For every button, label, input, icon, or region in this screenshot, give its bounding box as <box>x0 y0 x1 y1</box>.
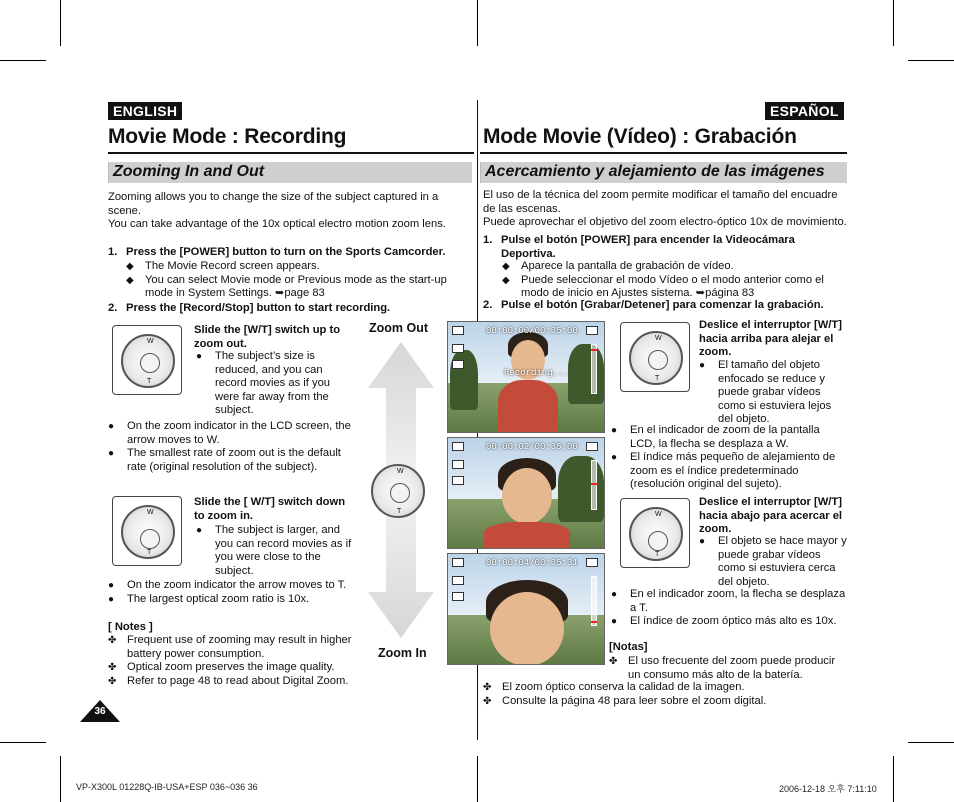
recording-time: 00:00:02/00:35:00 <box>486 442 578 452</box>
recording-status: Recording... <box>504 368 569 378</box>
dot-bullet-icon: ● <box>611 425 618 436</box>
list-item: ✤ El zoom óptico conserva la calidad de la imagen. <box>483 681 745 693</box>
section-heading-espanol <box>480 162 847 183</box>
notes-list <box>108 634 363 688</box>
battery-icon <box>586 326 598 335</box>
step-number: 1. <box>483 234 493 246</box>
wt-switch-down-illustration <box>620 498 690 568</box>
notes-list <box>609 655 847 682</box>
wt-switch-up-illustration <box>620 322 690 392</box>
wt-switch-illustration <box>367 460 429 522</box>
list-item: ✤ Frequent use of zooming may result in higher battery power consumption. <box>108 634 352 660</box>
resolution-icon <box>452 576 464 585</box>
dot-bullet-icon: ● <box>699 360 706 371</box>
quality-icon <box>452 592 464 601</box>
note-cross-icon: ✤ <box>483 682 492 693</box>
crop-mark <box>893 0 894 46</box>
crop-mark <box>60 756 61 802</box>
title-rule <box>480 152 847 154</box>
list-item: ● On the zoom indicator in the LCD screen, the arrow moves to W. <box>108 420 351 446</box>
diamond-bullet-icon: ◆ <box>126 274 134 286</box>
list-item: ● En el indicador zoom, la flecha se desplaza a T. <box>611 588 846 614</box>
camcorder-screen-zoomed-in <box>447 553 605 665</box>
quality-icon <box>452 360 464 369</box>
print-footer-left: VP-X300L 01228Q-IB-USA+ESP 036~036 36 <box>76 782 258 792</box>
resolution-icon <box>452 344 464 353</box>
zoom-out-notes <box>108 420 358 474</box>
dot-bullet-icon: ● <box>108 580 115 591</box>
diamond-bullet-icon: ◆ <box>502 274 510 286</box>
list-item: ✤ Consulte la página 48 para leer sobre el zoom digital. <box>483 694 767 707</box>
note-cross-icon: ✤ <box>609 656 618 667</box>
note-cross-icon: ✤ <box>108 662 117 673</box>
step-1-bullets <box>502 260 842 301</box>
crop-mark <box>60 0 61 46</box>
battery-icon <box>586 558 598 567</box>
recording-time: 00:00:00/00:35:00 <box>486 326 578 336</box>
zoom-in-notes <box>611 588 847 629</box>
camcorder-screen-mid-zoom <box>447 437 605 549</box>
section-heading-text: Zooming In and Out <box>113 163 265 180</box>
zoom-indicator <box>591 576 597 626</box>
list-item: ● El tamaño del objeto enfocado se reduce y puede grabar vídeos como si estuviera lejos del objeto. <box>699 359 832 425</box>
dot-bullet-icon: ● <box>108 421 115 432</box>
camcorder-screen-zoomed-out <box>447 321 605 433</box>
wt-dial-icon: W T <box>371 464 425 518</box>
dot-bullet-icon: ● <box>699 536 706 547</box>
step-number: 1. <box>108 246 118 258</box>
battery-icon <box>586 442 598 451</box>
intro-paragraph: You can take advantage of the 10x optical electro motion zoom lens. <box>108 218 446 230</box>
crop-mark <box>908 60 954 61</box>
list-item: ● The smallest rate of zoom out is the default rate (original resolution of the subject). <box>108 447 341 473</box>
wt-switch-up-illustration <box>112 325 182 395</box>
step-number: 2. <box>483 299 493 311</box>
list-item: ◆ Aparece la pantalla de grabación de vídeo. <box>502 260 734 272</box>
step-text: Pulse el botón [Grabar/Detener] para comenzar la grabación. <box>501 299 824 311</box>
list-item: ● El objeto se hace mayor y puede grabar vídeos como si estuviera cerca del objeto. <box>699 535 847 588</box>
resolution-icon <box>452 460 464 469</box>
zoom-out-heading: Deslice el interruptor [W/T] hacia arriba para alejar el zoom. <box>699 319 842 358</box>
zoom-in-bullets <box>699 535 847 589</box>
note-cross-icon: ✤ <box>108 675 117 687</box>
title-rule <box>108 152 474 154</box>
page-title-english: Movie Mode : Recording <box>108 125 347 148</box>
dot-bullet-icon: ● <box>196 525 203 536</box>
crop-mark <box>908 742 954 743</box>
step-text: Pulse el botón [POWER] para encender la Videocámara Deportiva. <box>501 234 795 260</box>
notes-title: [ Notes ] <box>108 621 153 633</box>
crop-mark <box>893 756 894 802</box>
diamond-bullet-icon: ◆ <box>502 261 510 272</box>
step-text: Press the [POWER] button to turn on the Sports Camcorder. <box>126 246 446 258</box>
zoom-out-notes <box>611 424 847 492</box>
intro-paragraph: El uso de la técnica del zoom permite modificar el tamaño del encuadre de las escenas. <box>483 189 838 215</box>
zoom-indicator <box>591 460 597 510</box>
zoom-in-heading: Slide the [ W/T] switch down to zoom in. <box>194 496 346 522</box>
list-item: ● El índice más pequeño de alejamiento de zoom es el índice predeterminado (resolución original del sujeto). <box>611 451 836 490</box>
zoom-out-bullets <box>699 359 844 427</box>
notes-list-continued <box>483 681 843 708</box>
step-number: 2. <box>108 302 118 314</box>
step-text: Press the [Record/Stop] button to start recording. <box>126 302 391 314</box>
language-badge-english: ENGLISH <box>108 102 182 120</box>
dot-bullet-icon: ● <box>611 452 618 463</box>
list-item: ● El índice de zoom óptico más alto es 10x. <box>611 615 837 627</box>
list-item: ◆ The Movie Record screen appears. <box>126 260 320 272</box>
dot-bullet-icon: ● <box>108 448 115 459</box>
list-item: ● En el indicador de zoom de la pantalla LCD, la flecha se desplaza a W. <box>611 424 820 450</box>
list-item: ✤ El uso frecuente del zoom puede producir un consumo más alto de la batería. <box>609 655 836 681</box>
list-item: ✤ Refer to page 48 to read about Digital Zoom. <box>108 674 349 687</box>
page-number: 36 <box>94 706 106 717</box>
step-1-bullets <box>126 260 466 301</box>
crop-mark <box>477 0 478 46</box>
dot-bullet-icon: ● <box>108 593 115 605</box>
movie-mode-icon <box>452 558 464 567</box>
list-item: ● The subject is larger, and you can record movies as if you were close to the subject. <box>196 524 352 577</box>
list-item: ◆ You can select Movie mode or Previous mode as the start-up mode in System Settings. ➥page 83 <box>126 273 447 299</box>
diamond-bullet-icon: ◆ <box>126 261 134 272</box>
zoom-indicator <box>591 344 597 394</box>
zoom-out-bullets <box>196 350 356 418</box>
wt-dial-icon: W T <box>121 505 175 559</box>
crop-mark <box>477 756 478 802</box>
zoom-in-notes <box>108 579 358 606</box>
crop-mark <box>0 60 46 61</box>
zoom-in-bullets <box>196 524 356 578</box>
intro-paragraph: Zooming allows you to change the size of the subject captured in a scene. <box>108 191 439 217</box>
wt-dial-icon: W T <box>629 507 683 561</box>
notes-title: [Notas] <box>609 641 648 653</box>
recording-time: 00:00:04/00:35:31 <box>486 558 578 568</box>
dot-bullet-icon: ● <box>611 616 618 627</box>
intro-paragraph: Puede aprovechar el objetivo del zoom electro-óptico 10x de movimiento. <box>483 216 847 228</box>
zoom-out-label: Zoom Out <box>369 321 429 335</box>
movie-mode-icon <box>452 326 464 335</box>
list-item: ● The largest optical zoom ratio is 10x. <box>108 592 310 605</box>
zoom-in-label: Zoom In <box>378 646 427 660</box>
note-cross-icon: ✤ <box>483 695 492 707</box>
language-badge-espanol: ESPAÑOL <box>765 102 844 120</box>
dot-bullet-icon: ● <box>611 589 618 600</box>
zoom-out-heading: Slide the [W/T] switch up to zoom out. <box>194 324 341 350</box>
quality-icon <box>452 476 464 485</box>
wt-dial-icon: W T <box>121 334 175 388</box>
section-heading-english <box>108 162 472 183</box>
note-cross-icon: ✤ <box>108 635 117 646</box>
wt-dial-icon: W T <box>629 331 683 385</box>
list-item: ● The subject’s size is reduced, and you can record movies as if you were far away from the subject. <box>196 350 331 416</box>
list-item: ✤ Optical zoom preserves the image quality. <box>108 661 335 673</box>
movie-mode-icon <box>452 442 464 451</box>
page-title-espanol: Mode Movie (Vídeo) : Grabación <box>483 125 797 148</box>
crop-mark <box>0 742 46 743</box>
zoom-in-heading: Deslice el interruptor [W/T] hacia abajo para acercar el zoom. <box>699 496 843 535</box>
section-heading-text: Acercamiento y alejamiento de las imágenes <box>485 163 825 180</box>
list-item: ● On the zoom indicator the arrow moves to T. <box>108 579 347 591</box>
print-footer-right: 2006-12-18 오후 7:11:10 <box>779 784 877 794</box>
wt-switch-down-illustration <box>112 496 182 566</box>
list-item: ◆ Puede seleccionar el modo Vídeo o el modo anterior como el modo de inicio en Ajustes sistema. ➥página 83 <box>502 273 824 299</box>
dot-bullet-icon: ● <box>196 351 203 362</box>
